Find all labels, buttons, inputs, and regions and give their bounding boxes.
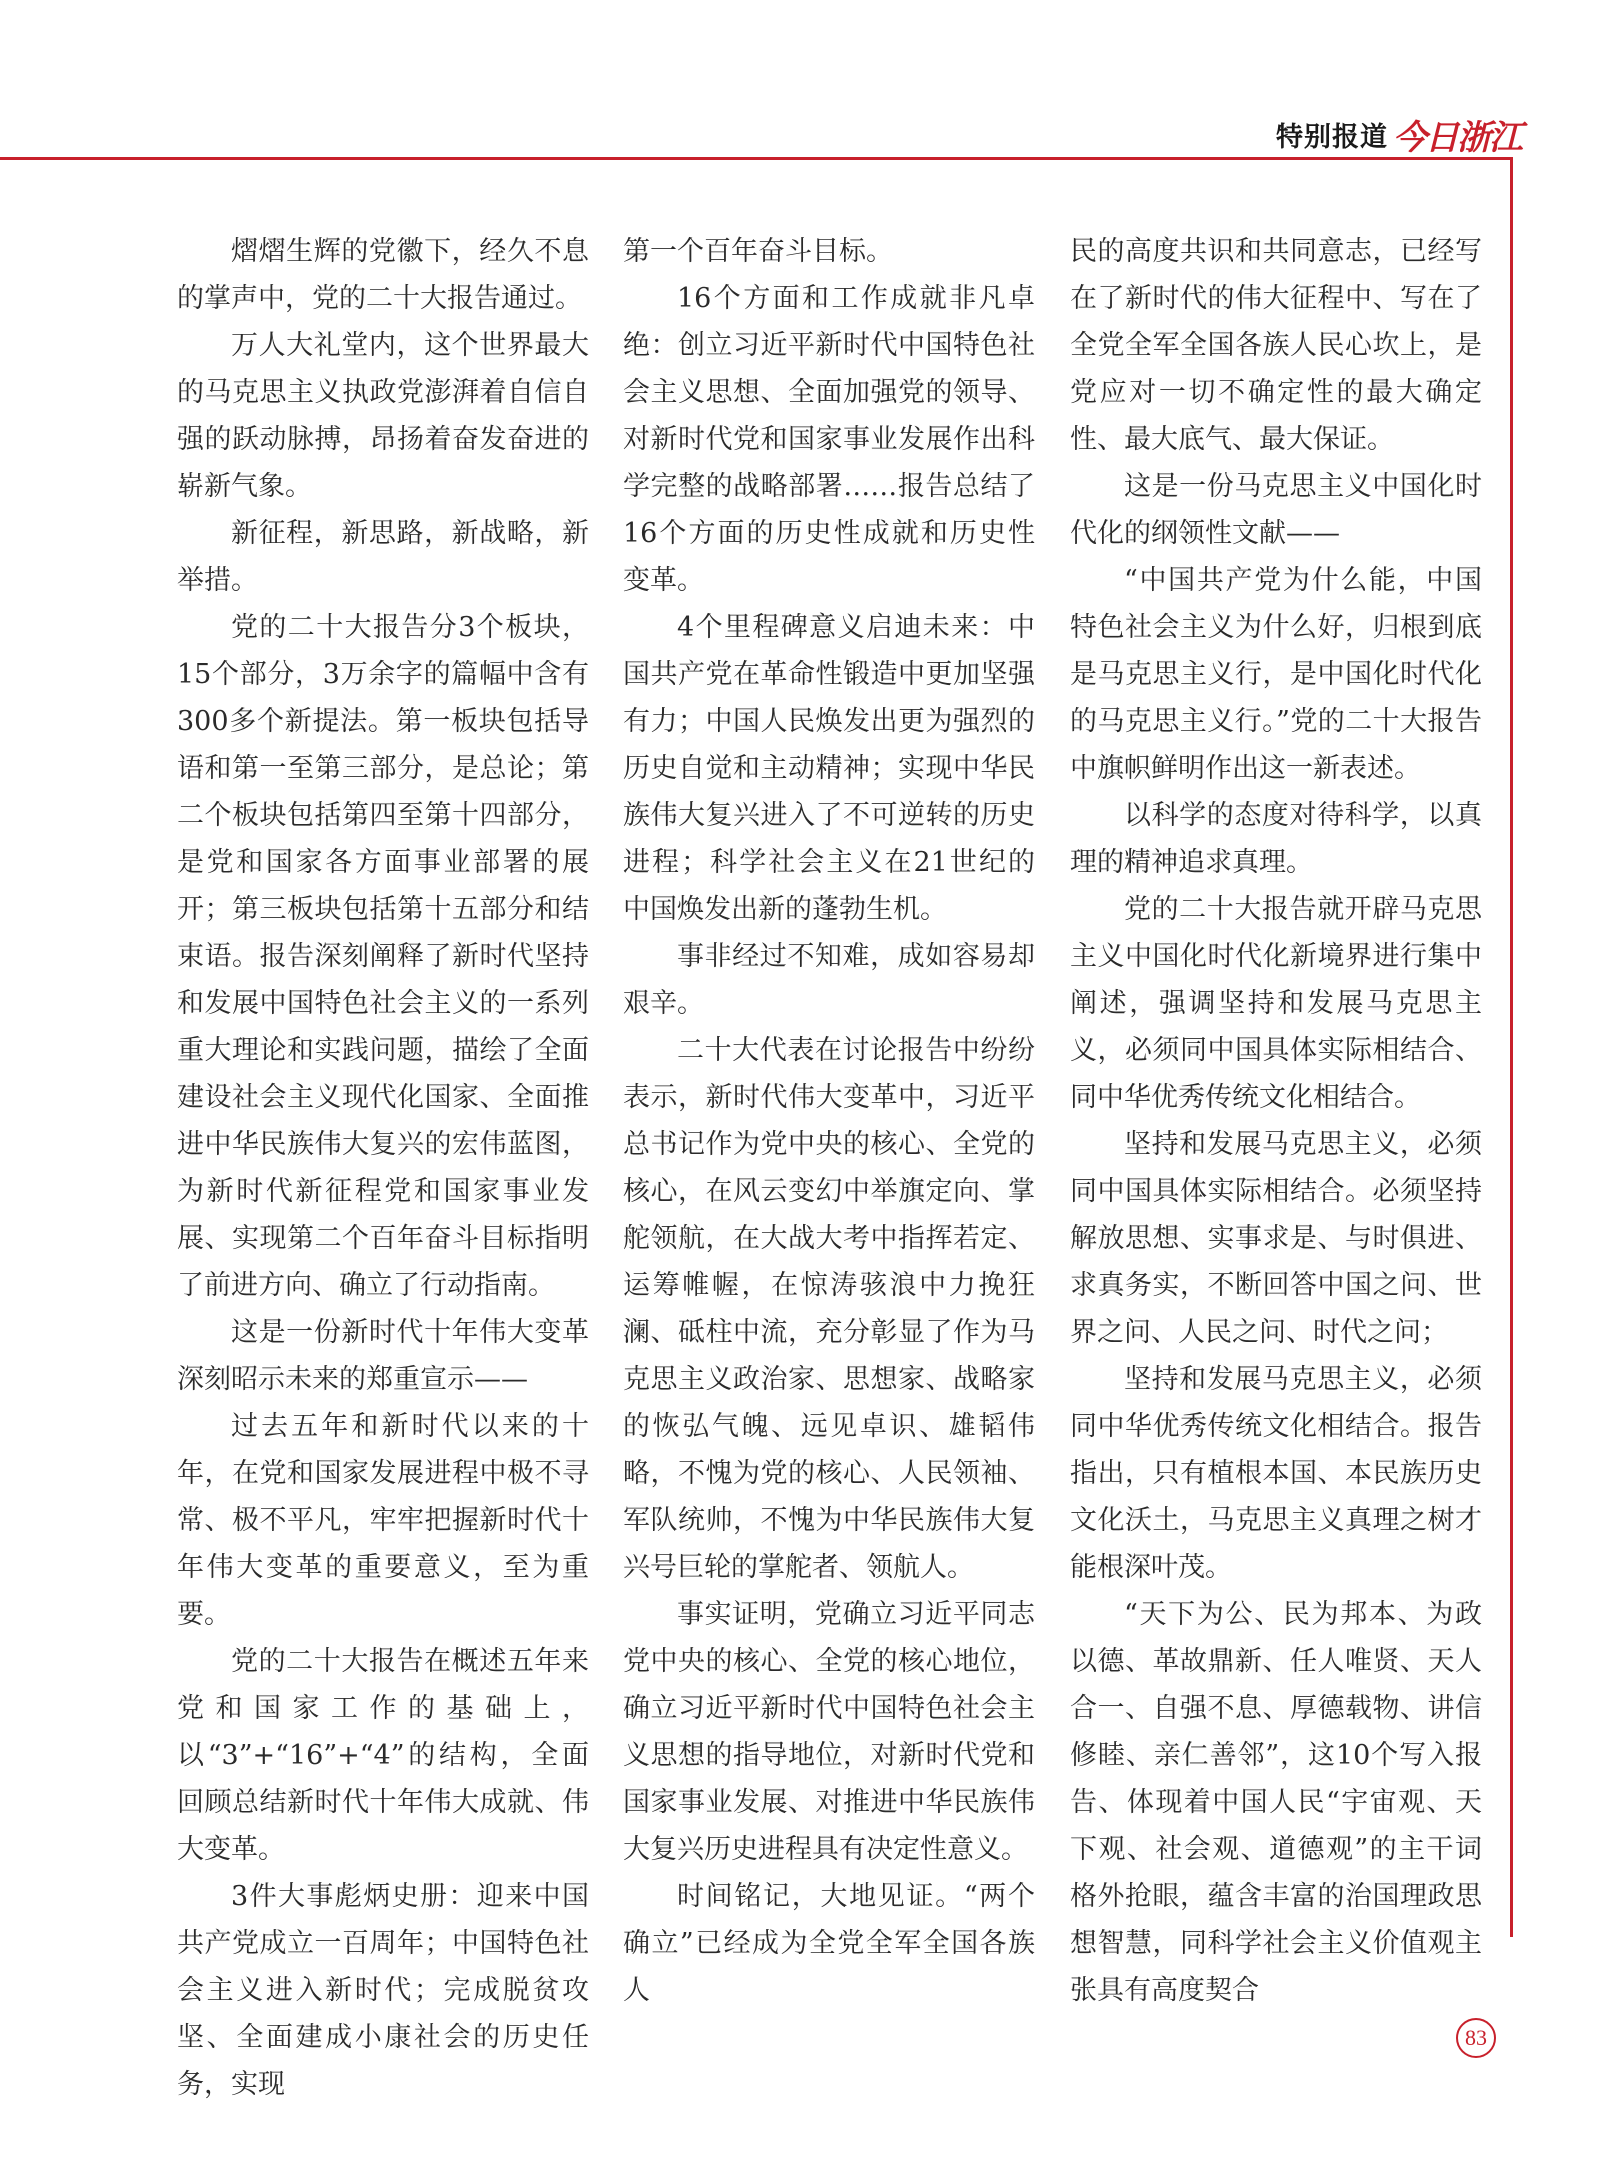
article-column-2 xyxy=(623,228,1035,2014)
header-rule xyxy=(0,157,1513,160)
paragraph: 新征程，新思路，新战略，新举措。 xyxy=(177,518,589,596)
section-title: 特别报道 xyxy=(1276,122,1388,153)
paragraph: 坚持和发展马克思主义，必须同中华优秀传统文化相结合。报告指出，只有植根本国、本民族历史文化沃土，马克思主义真理之树才能根深叶茂。 xyxy=(1070,1364,1482,1583)
paragraph: 党的二十大报告在概述五年来党和国家工作的基础上，以“3”+“16”+“4”的结构，全面回顾总结新时代十年伟大成就、伟大变革。 xyxy=(177,1646,589,1865)
paragraph: 过去五年和新时代以来的十年，在党和国家发展进程中极不寻常、极不平凡，牢牢把握新时代十年伟大变革的重要意义，至为重要。 xyxy=(177,1411,589,1630)
paragraph: 万人大礼堂内，这个世界最大的马克思主义执政党澎湃着自信自强的跃动脉搏，昂扬着奋发奋进的崭新气象。 xyxy=(177,330,589,502)
article-column-1 xyxy=(177,228,589,2108)
paragraph: 二十大代表在讨论报告中纷纷表示，新时代伟大变革中，习近平总书记作为党中央的核心、全党的核心，在风云变幻中举旗定向、掌舵领航，在大战大考中指挥若定、运筹帷幄，在惊涛骇浪中力挽狂澜、砥柱中流，充分彰显了作为马克思主义政治家、思想家、战略家的恢弘气魄、远见卓识、雄韬伟略，不愧为党的核心、人民领袖、军队统帅，不愧为中华民族伟大复兴号巨轮的掌舵者、领航人。 xyxy=(623,1035,1035,1583)
paragraph: 民的高度共识和共同意志，已经写在了新时代的伟大征程中、写在了全党全军全国各族人民心坎上，是党应对一切不确定性的最大确定性、最大底气、最大保证。 xyxy=(1070,236,1482,455)
paragraph: 时间铭记，大地见证。“两个确立”已经成为全党全军全国各族人 xyxy=(623,1881,1035,2006)
paragraph: 16个方面和工作成就非凡卓绝：创立习近平新时代中国特色社会主义思想、全面加强党的领导、对新时代党和国家事业发展作出科学完整的战略部署……报告总结了16个方面的历史性成就和历史性变革。 xyxy=(623,283,1035,596)
paragraph: 4个里程碑意义启迪未来：中国共产党在革命性锻造中更加坚强有力；中国人民焕发出更为强烈的历史自觉和主动精神；实现中华民族伟大复兴进入了不可逆转的历史进程；科学社会主义在21世纪的中国焕发出新的蓬勃生机。 xyxy=(623,612,1035,925)
paragraph: 3件大事彪炳史册：迎来中国共产党成立一百周年；中国特色社会主义进入新时代；完成脱贫攻坚、全面建成小康社会的历史任务，实现 xyxy=(177,1881,589,2100)
paragraph: 第一个百年奋斗目标。 xyxy=(623,236,893,267)
paragraph: 党的二十大报告就开辟马克思主义中国化时代化新境界进行集中阐述，强调坚持和发展马克思主义，必须同中国具体实际相结合、同中华优秀传统文化相结合。 xyxy=(1070,894,1482,1113)
paragraph: “中国共产党为什么能，中国特色社会主义为什么好，归根到底是马克思主义行，是中国化时代化的马克思主义行。”党的二十大报告中旗帜鲜明作出这一新表述。 xyxy=(1070,565,1482,784)
paragraph: 这是一份新时代十年伟大变革深刻昭示未来的郑重宣示—— xyxy=(177,1317,589,1395)
right-margin-rule xyxy=(1510,157,1513,1937)
publication-logo: 今日浙江 xyxy=(1393,118,1521,158)
paragraph: 这是一份马克思主义中国化时代化的纲领性文献—— xyxy=(1070,471,1482,549)
paragraph: 熠熠生辉的党徽下，经久不息的掌声中，党的二十大报告通过。 xyxy=(177,236,589,314)
paragraph: 事非经过不知难，成如容易却艰辛。 xyxy=(623,941,1035,1019)
paragraph: 党的二十大报告分3个板块，15个部分，3万余字的篇幅中含有300多个新提法。第一板块包括导语和第一至第三部分，是总论；第二个板块包括第四至第十四部分，是党和国家各方面事业部署的展开；第三板块包括第十五部分和结束语。报告深刻阐释了新时代坚持和发展中国特色社会主义的一系列重大理论和实践问题，描绘了全面建设社会主义现代化国家、全面推进中华民族伟大复兴的宏伟蓝图，为新时代新征程党和国家事业发展、实现第二个百年奋斗目标指明了前进方向、确立了行动指南。 xyxy=(177,612,589,1301)
paragraph: 以科学的态度对待科学，以真理的精神追求真理。 xyxy=(1070,800,1482,878)
page-number: 83 xyxy=(1456,2018,1496,2058)
paragraph: 坚持和发展马克思主义，必须同中国具体实际相结合。必须坚持解放思想、实事求是、与时俱进、求真务实，不断回答中国之问、世界之问、人民之问、时代之问； xyxy=(1070,1129,1482,1348)
paragraph: 事实证明，党确立习近平同志党中央的核心、全党的核心地位，确立习近平新时代中国特色社会主义思想的指导地位，对新时代党和国家事业发展、对推进中华民族伟大复兴历史进程具有决定性意义。 xyxy=(623,1599,1035,1865)
paragraph: “天下为公、民为邦本、为政以德、革故鼎新、任人唯贤、天人合一、自强不息、厚德载物、讲信修睦、亲仁善邻”，这10个写入报告、体现着中国人民“宇宙观、天下观、社会观、道德观”的主干词格外抢眼，蕴含丰富的治国理政思想智慧，同科学社会主义价值观主张具有高度契合 xyxy=(1070,1599,1482,2006)
article-column-3 xyxy=(1070,228,1482,2014)
